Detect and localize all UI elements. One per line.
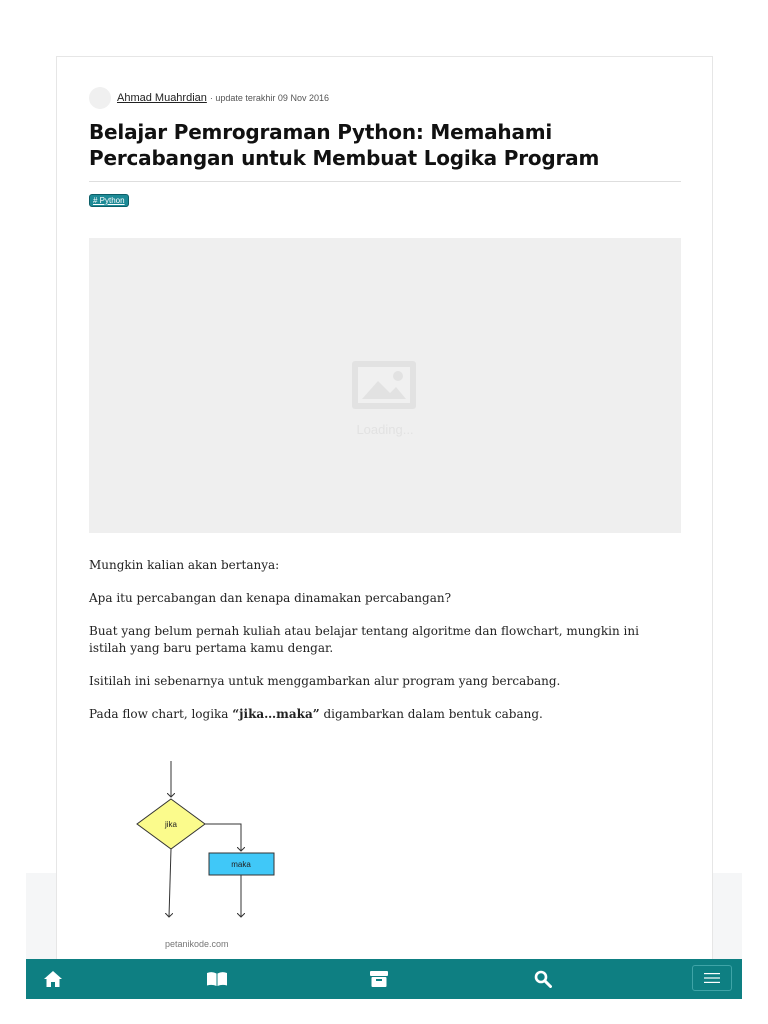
paragraph-5: [89, 706, 669, 723]
update-date: · update terakhir 09 Nov 2016: [209, 93, 329, 103]
archive-icon: [369, 970, 389, 988]
flow-arrow-yes: [205, 824, 241, 851]
menu-icon: [704, 972, 720, 984]
flowchart-diagram: [127, 757, 287, 957]
bottom-nav: [26, 959, 742, 999]
process-label: maka: [231, 860, 251, 869]
paragraph-5-after: digambarkan dalam bentuk cabang.: [319, 707, 543, 721]
author-avatar: [89, 87, 111, 109]
nav-home-button[interactable]: [33, 959, 73, 999]
home-icon: [43, 970, 63, 988]
article-card: [56, 56, 713, 976]
paragraph-5-bold: “jika…maka”: [232, 707, 320, 721]
nav-archive-button[interactable]: [359, 959, 399, 999]
article-title: Belajar Pemrograman Python: Memahami Percabangan untuk Membuat Logika Program: [89, 120, 600, 170]
paragraph-4: Isitilah ini sebenarnya untuk menggambarkan alur program yang bercabang.: [89, 674, 561, 688]
paragraph-3: Buat yang belum pernah kuliah atau belajar tentang algoritme dan flowchart, mungkin ini istilah yang baru pertama kamu dengar.: [89, 624, 639, 655]
paragraph-5-before: Pada flow chart, logika: [89, 707, 233, 721]
paragraph-1: Mungkin kalian akan bertanya:: [89, 558, 280, 572]
image-icon: [352, 361, 416, 409]
nav-tutorial-button[interactable]: [197, 959, 237, 999]
flow-arrow-no: [169, 849, 171, 917]
article-meta: [89, 87, 329, 109]
image-loading-text: Loading...: [356, 422, 414, 437]
nav-search-button[interactable]: [523, 959, 563, 999]
decision-label: jika: [164, 820, 178, 829]
image-placeholder: [89, 238, 681, 533]
tag-python[interactable]: # Python: [89, 194, 129, 207]
search-icon: [534, 970, 552, 988]
book-icon: [206, 971, 228, 987]
author-link[interactable]: Ahmad Muahrdian: [117, 92, 207, 104]
nav-menu-button[interactable]: [692, 965, 732, 991]
title-divider: [89, 181, 681, 182]
paragraph-2: Apa itu percabangan dan kenapa dinamakan percabangan?: [89, 591, 452, 605]
flowchart-caption: petanikode.com: [165, 939, 229, 949]
